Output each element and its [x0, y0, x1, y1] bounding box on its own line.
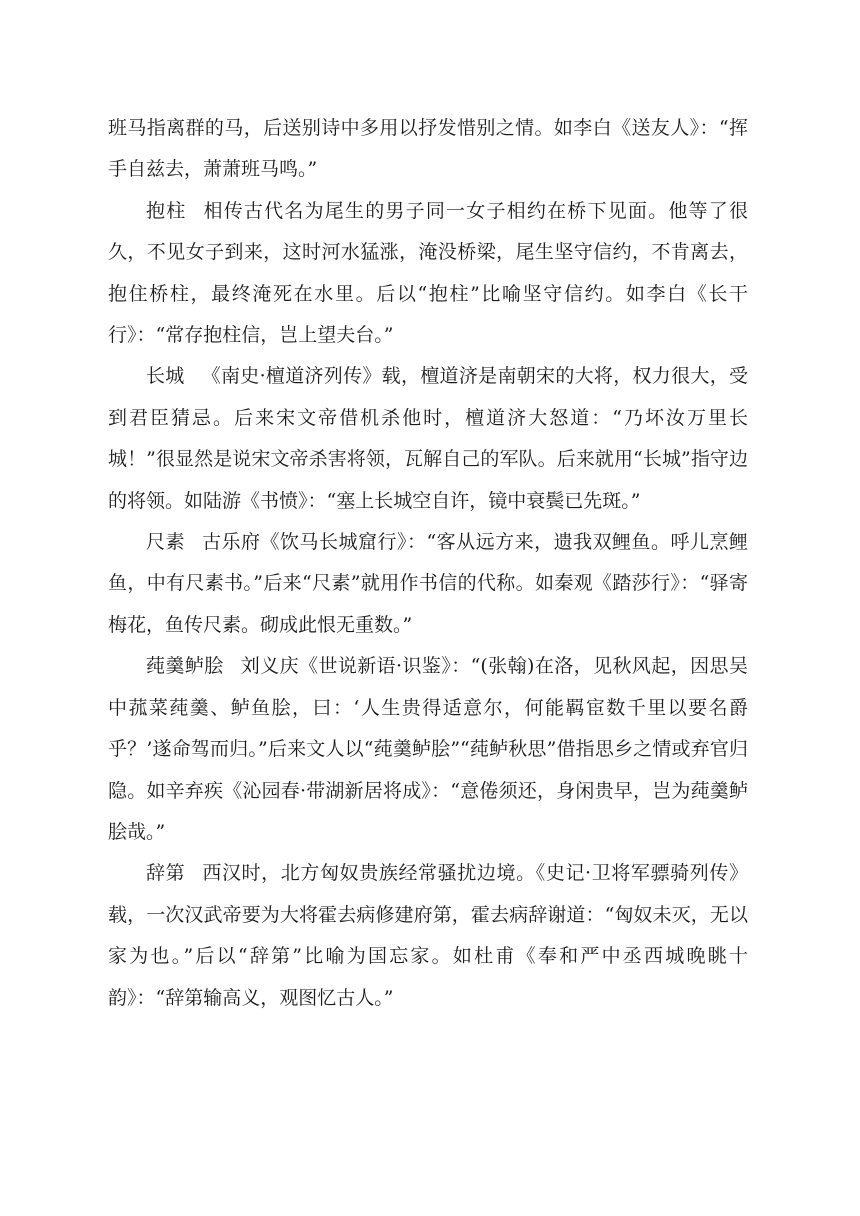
paragraph-text: 《南史·檀道济列传》载，檀道济是南朝宋的大将，权力很大，受到君臣猜忌。后来宋文帝借机杀他时，檀道济大怒道：“乃坏汝万里长城！”很显然是说宋文帝杀害将领，瓦解自己的军队。后来就用“长城”指守边的将领。如陆游《书愤》：“塞上长城空自许，镜中衰鬓已先斑。”: [108, 365, 748, 512]
term-heading: 尺素: [146, 531, 185, 554]
document-body: [108, 108, 748, 1019]
paragraph-banma: [108, 108, 748, 191]
paragraph-baozhu: [108, 191, 748, 357]
paragraph-chungeng-lukuai: [108, 646, 748, 853]
paragraph-cidi: [108, 853, 748, 1019]
paragraph-text: 刘义庆《世说新语·识鉴》：“(张翰)在洛，见秋风起，因思吴中菰菜莼羹、鲈鱼脍，曰：‘人生贵得适意尔，何能羁宦数千里以要名爵乎？’遂命驾而归。”后来文人以“莼羹鲈脍”“莼鲈秋思”借指思乡之情或弃官归隐。如辛弃疾《沁园春·带湖新居将成》：“意倦须还，身闲贵早，岂为莼羹鲈脍哉。”: [108, 655, 748, 843]
paragraph-chisu: [108, 522, 748, 646]
paragraph-text: 西汉时，北方匈奴贵族经常骚扰边境。《史记·卫将军骠骑列传》载，一次汉武帝要为大将霍去病修建府第，霍去病辞谢道：“匈奴未灭，无以家为也。”后以“辞第”比喻为国忘家。如杜甫《奉和严中丞西城晚眺十韵》：“辞第输高义，观图忆古人。”: [108, 862, 748, 1009]
paragraph-text: 班马指离群的马，后送别诗中多用以抒发惜别之情。如李白《送友人》：“挥手自兹去，萧萧班马鸣。”: [108, 117, 748, 181]
paragraph-text: 相传古代名为尾生的男子同一女子相约在桥下见面。他等了很久，不见女子到来，这时河水猛涨，淹没桥梁，尾生坚守信约，不肯离去，抱住桥柱，最终淹死在水里。后以“抱柱”比喻坚守信约。如李白《长干行》：“常存抱柱信，岂上望夫台。”: [108, 199, 748, 347]
term-heading: 辞第: [146, 862, 186, 885]
term-heading: 莼羹鲈脍: [146, 655, 224, 678]
paragraph-text: 古乐府《饮马长城窟行》：“客从远方来，遗我双鲤鱼。呼儿烹鲤鱼，中有尺素书。”后来“尺素”就用作书信的代称。如秦观《踏莎行》：“驿寄梅花，鱼传尺素。砌成此恨无重数。”: [108, 531, 748, 636]
paragraph-changcheng: [108, 356, 748, 522]
term-heading: 长城: [146, 365, 185, 388]
term-heading: 抱柱: [146, 199, 187, 222]
